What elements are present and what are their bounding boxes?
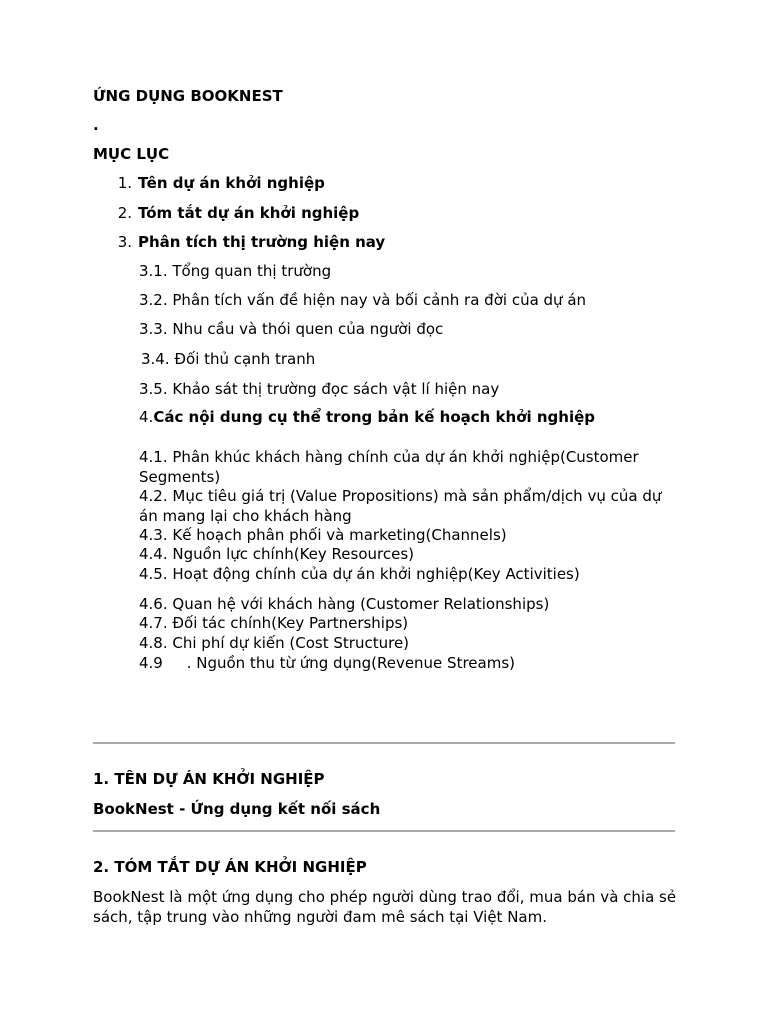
toc-subitem-4-7: 4.7. Đối tác chính(Key Partnerships) (139, 614, 409, 632)
project-name: BookNest - Ứng dụng kết nối sách (93, 800, 381, 818)
toc-item-label: Các nội dung cụ thể trong bản kế hoạch khởi nghiệp (153, 408, 596, 426)
doc-title: ỨNG DỤNG BOOKNEST (93, 87, 283, 105)
toc-item-label: Phân tích thị trường hiện nay (138, 233, 386, 251)
toc-item-number: 4. (139, 408, 154, 426)
toc-item-3 (110, 233, 385, 251)
toc-item-label: Tóm tắt dự án khởi nghiệp (138, 204, 360, 222)
toc-subitem-3-1: 3.1. Tổng quan thị trường (139, 262, 332, 280)
title-dot: . (93, 116, 99, 134)
toc-item-number: 2. (117, 204, 132, 222)
toc-subitem-3-5: 3.5. Khảo sát thị trường đọc sách vật lí hiện nay (139, 380, 500, 398)
toc-item-number: 3. (117, 233, 132, 251)
toc-subitem-3-3: 3.3. Nhu cầu và thói quen của người đọc (139, 320, 444, 338)
section-divider (93, 830, 675, 832)
toc-item-4 (139, 408, 595, 426)
section-divider (93, 742, 675, 744)
toc-subitem-3-2: 3.2. Phân tích vấn đề hiện nay và bối cảnh ra đời của dự án (139, 291, 587, 309)
toc-subitem-4-6: 4.6. Quan hệ với khách hàng (Customer Relationships) (139, 595, 550, 613)
toc-subitem-4-1: 4.1. Phân khúc khách hàng chính của dự án khởi nghiệp(Customer Segments) (139, 448, 639, 486)
toc-item-label: Tên dự án khởi nghiệp (138, 174, 325, 192)
section-2-body: BookNest là một ứng dụng cho phép người dùng trao đổi, mua bán và chia sẻ sách, tập trung vào những người đam mê sách tại Việt Nam. (93, 888, 677, 926)
toc-subitem-4-5: 4.5. Hoạt động chính của dự án khởi nghiệp(Key Activities) (139, 565, 580, 583)
section-1-heading: 1. TÊN DỰ ÁN KHỞI NGHIỆP (93, 770, 325, 788)
toc-item-1 (110, 174, 325, 192)
section-2-heading: 2. TÓM TẮT DỰ ÁN KHỞI NGHIỆP (93, 858, 367, 876)
toc-subitem-4-4: 4.4. Nguồn lực chính(Key Resources) (139, 545, 414, 563)
toc-item-2 (110, 204, 359, 222)
toc-subitem-4-8: 4.8. Chi phí dự kiến (Cost Structure) (139, 634, 410, 652)
toc-heading: MỤC LỤC (93, 145, 170, 163)
toc-subitem-4-9: 4.9 . Nguồn thu từ ứng dụng(Revenue Streams) (139, 654, 515, 672)
toc-subitem-4-2: 4.2. Mục tiêu giá trị (Value Propositions) mà sản phẩm/dịch vụ của dự án mang lại cho khách hàng (139, 487, 662, 525)
toc-subitem-3-4: 3.4. Đối thủ cạnh tranh (141, 350, 316, 368)
toc-item-number: 1. (117, 174, 132, 192)
toc-subitem-4-3: 4.3. Kế hoạch phân phối và marketing(Channels) (139, 526, 507, 544)
